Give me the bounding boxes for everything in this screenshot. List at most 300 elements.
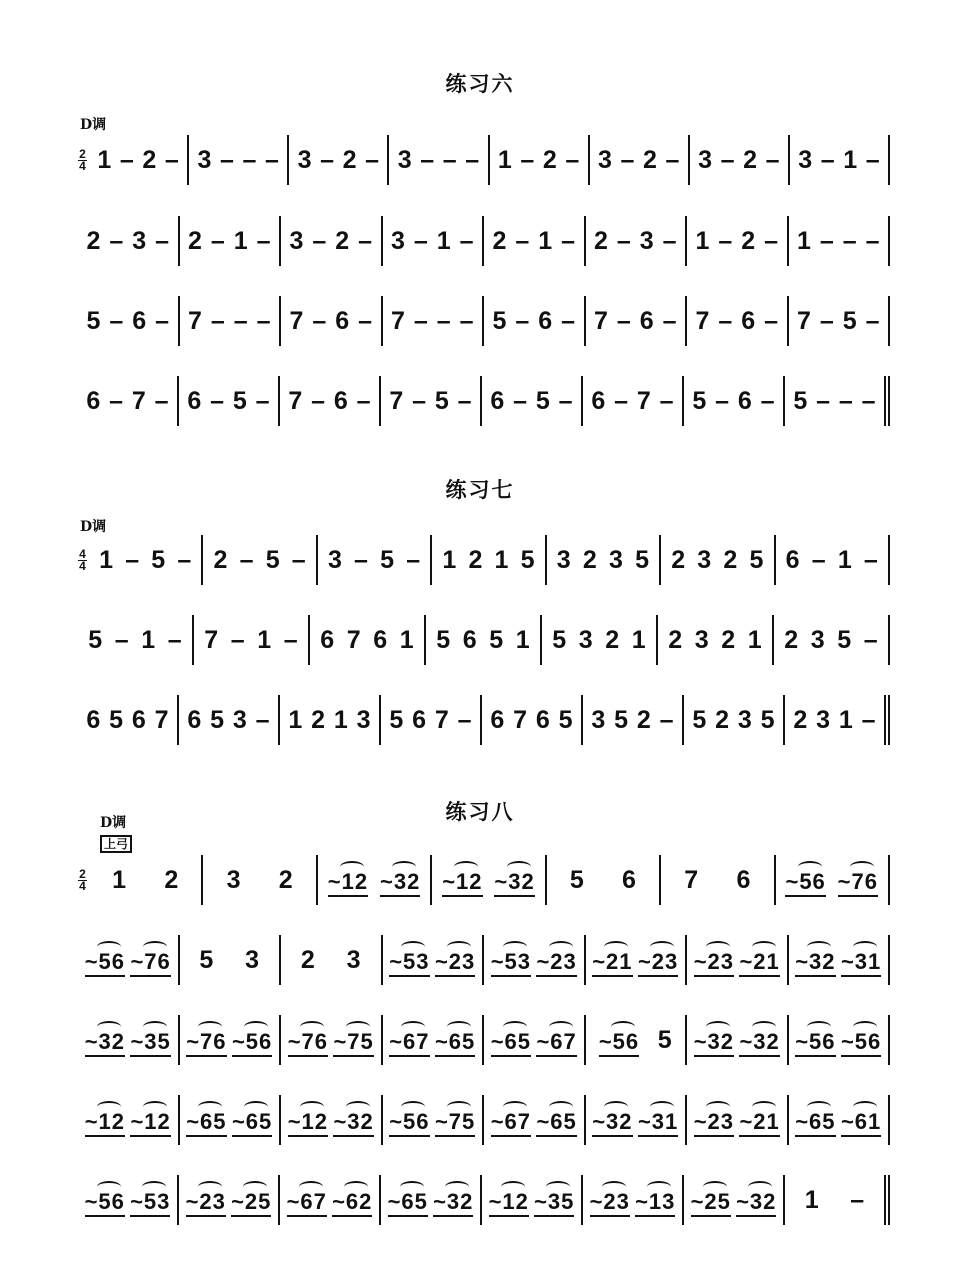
note: 3	[737, 705, 752, 734]
dash: –	[459, 226, 474, 255]
dash: –	[863, 625, 878, 654]
note: 5	[210, 705, 225, 734]
note: 6	[462, 625, 477, 654]
note: 5	[199, 945, 214, 974]
underlined-notes: ~76	[288, 1029, 328, 1057]
dash: –	[125, 545, 140, 574]
note: 3	[232, 705, 247, 734]
slur-mark	[807, 1101, 831, 1113]
measure	[203, 535, 317, 585]
note: 3	[639, 226, 654, 255]
measure	[381, 376, 482, 426]
measure	[484, 296, 586, 346]
dash: –	[256, 226, 271, 255]
time-signature	[78, 866, 87, 893]
slurred-eighth-group	[288, 1023, 328, 1057]
slurred-eighth-group	[694, 1023, 734, 1057]
note: 2	[605, 625, 620, 654]
slur-mark	[604, 941, 628, 953]
dash: –	[620, 145, 635, 174]
note: 7	[390, 306, 405, 335]
score-row	[78, 216, 890, 266]
measure	[687, 1095, 789, 1145]
dash: –	[210, 306, 225, 335]
slurred-eighth-group	[186, 1103, 226, 1137]
score-row	[78, 535, 890, 585]
slurred-eighth-group	[494, 863, 534, 897]
measure	[789, 1015, 891, 1065]
dash: –	[283, 625, 298, 654]
note: 6	[335, 306, 350, 335]
measure	[785, 1175, 890, 1225]
underlined-notes: ~35	[130, 1029, 170, 1057]
dash: –	[718, 306, 733, 335]
time-signature-bottom: 4	[79, 878, 86, 893]
time-signature-top: 4	[79, 546, 86, 561]
underlined-notes: ~65	[795, 1109, 835, 1137]
note: 7	[288, 386, 303, 415]
dash: –	[715, 386, 730, 415]
underlined-notes: ~65	[536, 1109, 576, 1137]
dash: –	[760, 386, 775, 415]
note: 1	[515, 625, 530, 654]
underlined-notes: ~32	[592, 1109, 632, 1137]
measure	[687, 1015, 789, 1065]
slurred-eighth-group	[592, 1103, 632, 1137]
slur-mark	[447, 941, 471, 953]
slur-mark	[807, 941, 831, 953]
note: 5	[760, 705, 775, 734]
underlined-notes: ~23	[536, 949, 576, 977]
measure	[318, 855, 432, 905]
slurred-eighth-group	[694, 1103, 734, 1137]
slurred-eighth-group	[592, 943, 632, 977]
key-signature: D调	[80, 519, 107, 535]
measure	[78, 1095, 180, 1145]
note: 1	[436, 226, 451, 255]
measure	[484, 216, 586, 266]
note: 6	[535, 705, 550, 734]
note: 2	[86, 226, 101, 255]
underlined-notes: ~32	[333, 1109, 373, 1137]
dash: –	[764, 306, 779, 335]
slur-mark	[300, 1021, 324, 1033]
slurred-eighth-group	[380, 863, 420, 897]
slur-mark	[198, 1021, 222, 1033]
measure	[280, 376, 381, 426]
note: 2	[668, 625, 683, 654]
underlined-notes: ~12	[328, 869, 368, 897]
dash: –	[242, 145, 257, 174]
slurred-eighth-group	[130, 1183, 170, 1217]
dash: –	[119, 145, 134, 174]
note: 5	[265, 545, 280, 574]
slur-mark	[244, 1101, 268, 1113]
note: 2	[492, 226, 507, 255]
slurred-eighth-group	[85, 943, 125, 977]
dash: –	[614, 386, 629, 415]
measure	[789, 296, 891, 346]
dash: –	[436, 306, 451, 335]
note: 6	[373, 625, 388, 654]
slurred-eighth-group	[186, 1183, 226, 1217]
slur-mark	[97, 1021, 121, 1033]
measure	[583, 1175, 684, 1225]
measure	[289, 135, 389, 185]
note: 1	[695, 226, 710, 255]
slurred-eighth-group	[435, 1103, 475, 1137]
slur-mark	[853, 1021, 877, 1033]
measure	[281, 216, 383, 266]
underlined-notes: ~62	[332, 1189, 372, 1217]
slurred-eighth-group	[491, 1023, 531, 1057]
underlined-notes: ~65	[232, 1109, 272, 1137]
measure	[432, 855, 546, 905]
note: 5	[614, 705, 629, 734]
measure	[280, 1175, 381, 1225]
score-row	[78, 296, 890, 346]
slur-mark	[549, 941, 573, 953]
measure	[684, 695, 785, 745]
underlined-notes: ~75	[435, 1109, 475, 1137]
slurred-eighth-group	[288, 1103, 328, 1137]
note: 3	[397, 145, 412, 174]
note: 3	[816, 705, 831, 734]
slur-mark	[501, 1181, 525, 1193]
measure	[89, 535, 203, 585]
note: 2	[636, 705, 651, 734]
dash: –	[520, 145, 535, 174]
dash: –	[457, 386, 472, 415]
note: 2	[164, 865, 179, 894]
measure	[281, 935, 383, 985]
note: 7	[346, 625, 361, 654]
slur-mark	[503, 941, 527, 953]
slurred-eighth-group	[534, 1183, 574, 1217]
note: 1	[257, 625, 272, 654]
measure	[789, 1095, 891, 1145]
slur-mark	[243, 1181, 267, 1193]
measure	[661, 855, 775, 905]
score-row	[78, 855, 890, 905]
note: 3	[132, 226, 147, 255]
underlined-notes: ~32	[736, 1189, 776, 1217]
exercise-title: 练习七	[445, 478, 515, 502]
measure	[776, 855, 890, 905]
measure	[180, 1015, 282, 1065]
dash: –	[109, 386, 124, 415]
slur-mark	[300, 1101, 324, 1113]
underlined-notes: ~32	[433, 1189, 473, 1217]
measure	[280, 695, 381, 745]
dash: –	[558, 386, 573, 415]
underlined-notes: ~53	[491, 949, 531, 977]
underlined-notes: ~56	[85, 949, 125, 977]
slurred-eighth-group	[130, 1023, 170, 1057]
measure	[383, 216, 485, 266]
underlined-notes: ~13	[635, 1189, 675, 1217]
measure	[383, 1015, 485, 1065]
note: 1	[141, 625, 156, 654]
measure	[78, 615, 194, 665]
note: 7	[154, 705, 169, 734]
measure	[547, 855, 661, 905]
key-signature: D调	[80, 117, 107, 133]
underlined-notes: ~23	[638, 949, 678, 977]
time-signature-top: 2	[79, 866, 86, 881]
dash: –	[291, 545, 306, 574]
dash: –	[457, 705, 472, 734]
measure	[180, 216, 282, 266]
measure	[310, 615, 426, 665]
note: 5	[552, 625, 567, 654]
slur-mark	[611, 1021, 635, 1033]
dash: –	[513, 386, 528, 415]
slur-mark	[850, 861, 874, 873]
slurred-eighth-group	[841, 1103, 881, 1137]
slurred-eighth-group	[599, 1023, 639, 1057]
note: 5	[151, 545, 166, 574]
measure	[189, 135, 289, 185]
slurred-eighth-group	[491, 1103, 531, 1137]
underlined-notes: ~32	[694, 1029, 734, 1057]
underlined-notes: ~67	[491, 1109, 531, 1137]
measure	[658, 615, 774, 665]
note: 1	[288, 705, 303, 734]
note: 5	[842, 306, 857, 335]
measure	[432, 535, 546, 585]
note: 5	[635, 545, 649, 574]
note: 3	[608, 545, 623, 574]
note: 1	[843, 145, 858, 174]
dash: –	[861, 386, 876, 415]
dash: –	[465, 145, 480, 174]
slurred-eighth-group	[785, 863, 825, 897]
slurred-eighth-group	[389, 943, 429, 977]
slur-mark	[549, 1101, 573, 1113]
slurred-eighth-group	[232, 1103, 272, 1137]
note: 1	[112, 865, 127, 894]
slur-mark	[346, 1101, 370, 1113]
measure	[194, 615, 310, 665]
dash: –	[820, 145, 835, 174]
slur-mark	[97, 1181, 121, 1193]
dash: –	[265, 145, 279, 174]
slur-mark	[392, 861, 416, 873]
slur-mark	[143, 1101, 167, 1113]
measure	[583, 376, 684, 426]
note: 2	[542, 145, 557, 174]
dash: –	[764, 226, 779, 255]
underlined-notes: ~23	[694, 1109, 734, 1137]
note: 3	[197, 145, 212, 174]
underlined-notes: ~75	[333, 1029, 373, 1057]
measure	[586, 216, 688, 266]
dash: –	[114, 625, 129, 654]
measure	[586, 935, 688, 985]
measure	[484, 935, 586, 985]
dash: –	[255, 386, 270, 415]
note: 2	[311, 705, 326, 734]
underlined-notes: ~32	[380, 869, 420, 897]
note: 2	[593, 226, 608, 255]
measure	[383, 935, 485, 985]
underlined-notes: ~56	[785, 869, 825, 897]
dash: –	[420, 145, 435, 174]
note: 1	[631, 625, 646, 654]
measure	[789, 216, 891, 266]
slurred-eighth-group	[739, 1103, 779, 1137]
underlined-notes: ~53	[130, 1189, 170, 1217]
note: 2	[721, 625, 736, 654]
slurred-eighth-group	[130, 1103, 170, 1137]
dash: –	[442, 145, 457, 174]
slur-mark	[752, 941, 776, 953]
underlined-notes: ~61	[841, 1109, 881, 1137]
dash: –	[819, 226, 834, 255]
note: 6	[736, 865, 751, 894]
slur-mark	[401, 941, 425, 953]
note: 5	[88, 625, 103, 654]
measure	[89, 855, 203, 905]
slurred-eighth-group	[838, 863, 878, 897]
slurred-eighth-group	[694, 943, 734, 977]
note: 7	[131, 386, 146, 415]
underlined-notes: ~23	[694, 949, 734, 977]
note: 6	[490, 705, 505, 734]
measure	[179, 695, 280, 745]
underlined-notes: ~67	[389, 1029, 429, 1057]
note: 5	[558, 705, 573, 734]
underlined-notes: ~23	[435, 949, 475, 977]
measure	[180, 1095, 282, 1145]
dash: –	[565, 145, 580, 174]
dash: –	[354, 545, 368, 574]
slur-mark	[244, 1021, 268, 1033]
note: 6	[785, 545, 800, 574]
dash: –	[515, 306, 530, 335]
underlined-notes: ~12	[442, 869, 482, 897]
measure	[78, 216, 180, 266]
note: 1	[333, 705, 348, 734]
measure	[78, 695, 179, 745]
note: 3	[698, 145, 712, 174]
underlined-notes: ~67	[287, 1189, 327, 1217]
slur-mark	[807, 1021, 831, 1033]
underlined-notes: ~12	[288, 1109, 328, 1137]
note: 2	[300, 945, 315, 974]
note: 5	[520, 545, 535, 574]
slur-mark	[647, 1181, 671, 1193]
slur-mark	[454, 861, 478, 873]
note: 5	[692, 705, 707, 734]
note: 5	[793, 386, 808, 415]
dash: –	[239, 545, 254, 574]
note: 6	[490, 386, 505, 415]
slur-mark	[400, 1181, 424, 1193]
note: 5	[380, 545, 395, 574]
underlined-notes: ~53	[389, 949, 429, 977]
underlined-notes: ~65	[435, 1029, 475, 1057]
measure	[482, 695, 583, 745]
slur-mark	[546, 1181, 570, 1193]
score-row	[78, 1015, 890, 1065]
underlined-notes: ~12	[489, 1189, 529, 1217]
measure	[547, 535, 661, 585]
measure	[789, 935, 891, 985]
dash: –	[662, 306, 677, 335]
note: 3	[597, 145, 612, 174]
slur-mark	[650, 941, 674, 953]
dash: –	[616, 306, 631, 335]
slur-mark	[97, 1101, 121, 1113]
time-signature-bottom: 4	[79, 158, 86, 173]
underlined-notes: ~76	[186, 1029, 226, 1057]
dash: –	[718, 226, 733, 255]
note: 2	[784, 625, 799, 654]
slur-mark	[748, 1181, 772, 1193]
note: 6	[132, 306, 147, 335]
measure	[78, 296, 180, 346]
note: 2	[743, 145, 758, 174]
dash: –	[616, 226, 631, 255]
note: 2	[468, 545, 483, 574]
note: 1	[838, 705, 853, 734]
measure	[490, 135, 590, 185]
key-signature: D调	[100, 815, 127, 831]
score-row	[78, 935, 890, 985]
note: 2	[741, 226, 756, 255]
slur-mark	[703, 1181, 727, 1193]
dash: –	[233, 306, 248, 335]
underlined-notes: ~56	[389, 1109, 429, 1137]
dash: –	[219, 145, 234, 174]
slur-mark	[143, 941, 167, 953]
slurred-eighth-group	[795, 943, 835, 977]
note: 6	[741, 306, 756, 335]
note: 7	[796, 306, 811, 335]
note: 3	[697, 545, 712, 574]
underlined-notes: ~32	[739, 1029, 779, 1057]
dash: –	[865, 306, 880, 335]
slurred-eighth-group	[287, 1183, 327, 1217]
note: 3	[694, 625, 709, 654]
measure	[281, 1095, 383, 1145]
note: 1	[837, 545, 852, 574]
slurred-eighth-group	[442, 863, 482, 897]
note: 6	[737, 386, 752, 415]
note: 5	[657, 1025, 672, 1054]
note: 3	[289, 226, 304, 255]
note: 7	[434, 705, 449, 734]
underlined-notes: ~31	[638, 1109, 678, 1137]
measure	[482, 376, 583, 426]
dash: –	[406, 545, 421, 574]
dash: –	[109, 306, 124, 335]
dash: –	[842, 226, 857, 255]
slur-mark	[549, 1021, 573, 1033]
note: 1	[399, 625, 414, 654]
note: 1	[494, 545, 509, 574]
measure	[318, 535, 432, 585]
dash: –	[865, 145, 880, 174]
note: 1	[538, 226, 553, 255]
note: 3	[798, 145, 813, 174]
measure	[179, 1175, 280, 1225]
slur-mark	[798, 861, 822, 873]
underlined-notes: ~23	[186, 1189, 226, 1217]
measure	[78, 1015, 180, 1065]
